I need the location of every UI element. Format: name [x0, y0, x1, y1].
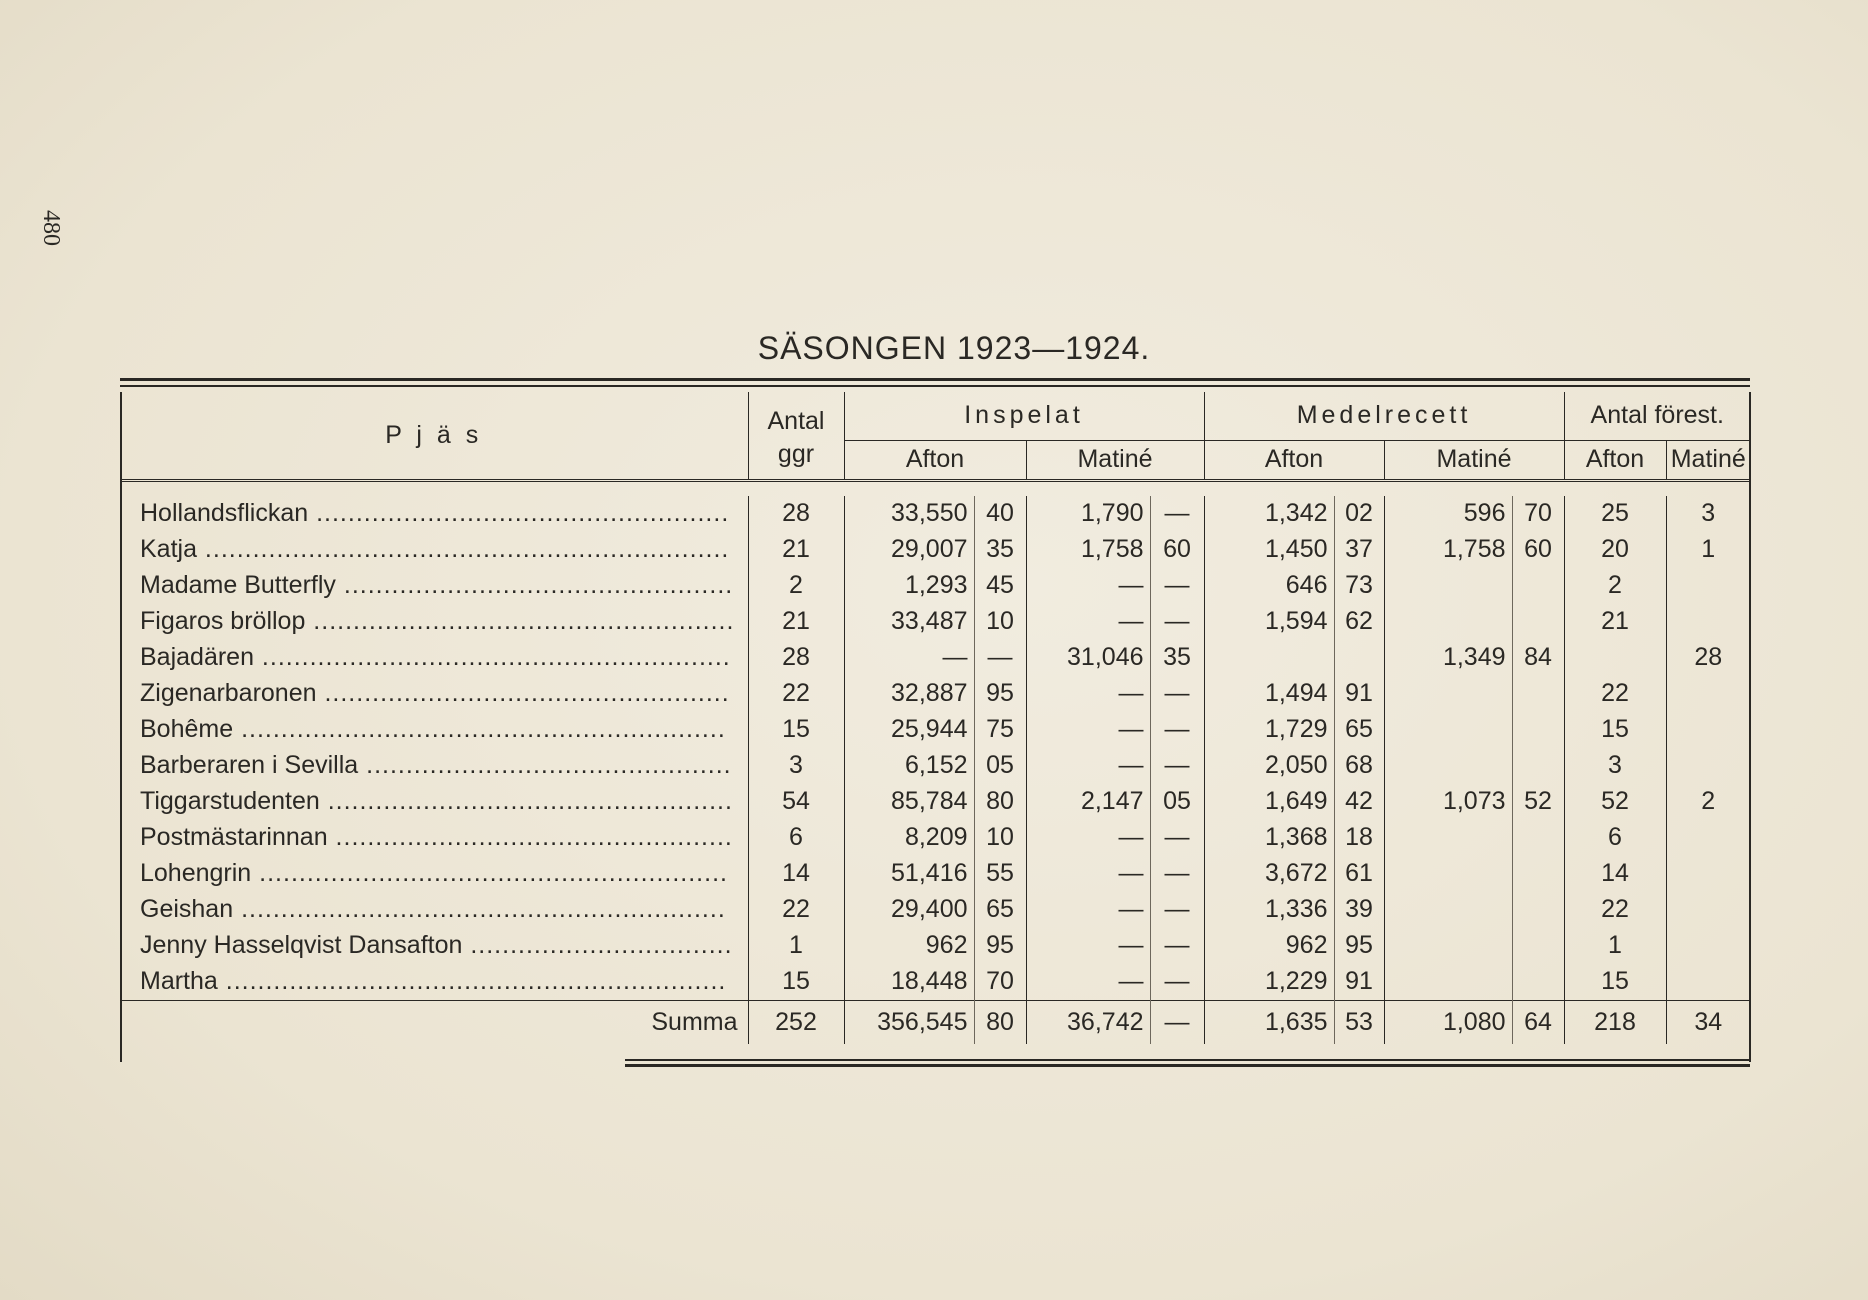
dot-leader: ........................................................... [251, 859, 728, 887]
cell-med-afton-ore: 91 [1334, 676, 1384, 712]
play-name-text: Postmästarinnan [140, 823, 328, 851]
header-ggr: ggr [748, 440, 844, 480]
cell-forest-mat: 3 [1701, 499, 1716, 527]
row-play-name [120, 496, 748, 532]
row-play-name [120, 712, 748, 748]
row-play-name [120, 820, 748, 856]
cell-med-mat-ore [1512, 712, 1564, 748]
cell-med-mat-ore [1512, 928, 1564, 964]
cell-insp-afton-ore: 95 [974, 676, 1026, 712]
cell-forest-afton: 25 [1564, 496, 1666, 532]
dot-leader: ............................................................... [217, 967, 727, 995]
cell-insp-afton-kr: 33,487 [844, 604, 974, 640]
bottom-rule-thick [625, 1064, 1750, 1067]
cell-insp-mat-ore: — [1150, 568, 1204, 604]
summa-med-mat-ore: 64 [1512, 1000, 1564, 1044]
dot-leader: ................................................. [335, 571, 734, 599]
dot-leader: ................................. [462, 931, 733, 959]
cell-insp-mat-kr: — [1026, 676, 1150, 712]
cell-forest-mat [1666, 712, 1750, 748]
cell-med-afton-ore: 42 [1334, 784, 1384, 820]
cell-antal: 2 [748, 568, 844, 604]
cell-forest-mat: 28 [1694, 643, 1723, 671]
cell-insp-afton-ore: 45 [974, 568, 1026, 604]
play-name-text: Figaros bröllop [140, 607, 306, 635]
cell-forest-mat [1666, 568, 1750, 604]
cell-med-mat-kr [1384, 676, 1512, 712]
header-pjas [120, 392, 748, 480]
top-rule-thick [120, 378, 1750, 381]
cell-insp-mat-kr: 1,758 [1026, 532, 1150, 568]
row-play-name [120, 640, 748, 676]
table-row [120, 712, 1750, 748]
cell-antal: 28 [748, 640, 844, 676]
cell-insp-afton-kr: 962 [844, 928, 974, 964]
cell-insp-afton-kr: 1,293 [844, 568, 974, 604]
cell-forest-afton: 1 [1564, 928, 1666, 964]
cell-med-mat-kr [1384, 748, 1512, 784]
play-name-text: Geishan [140, 895, 234, 923]
cell-med-afton-kr: 1,342 [1204, 496, 1334, 532]
cell-insp-afton-ore: — [974, 640, 1026, 676]
cell-med-mat-ore [1512, 568, 1564, 604]
cell-med-afton-kr: 646 [1204, 568, 1334, 604]
cell-forest-mat [1666, 856, 1750, 892]
bottom-rule-thin [625, 1059, 1750, 1061]
row-play-name [120, 964, 748, 1001]
cell-forest-mat [1666, 964, 1750, 1001]
cell-med-afton-kr: 962 [1204, 928, 1334, 964]
cell-med-mat-kr: 1,073 [1384, 784, 1512, 820]
cell-insp-mat-kr: — [1026, 820, 1150, 856]
table-row [120, 892, 1750, 928]
cell-med-afton-kr: 1,229 [1204, 964, 1334, 1001]
cell-forest-mat [1666, 928, 1750, 964]
cell-insp-afton-kr: 85,784 [844, 784, 974, 820]
cell-antal: 21 [748, 532, 844, 568]
header-pjas-label: P j ä s [385, 420, 483, 449]
table-row [120, 748, 1750, 784]
cell-insp-afton-ore: 70 [974, 964, 1026, 1001]
cell-insp-afton-kr: 25,944 [844, 712, 974, 748]
cell-forest-afton: 20 [1564, 532, 1666, 568]
summa-insp-mat-kr: 36,742 [1026, 1000, 1150, 1044]
cell-insp-afton-ore: 40 [974, 496, 1026, 532]
row-play-name [120, 676, 748, 712]
cell-med-afton-ore: 37 [1334, 532, 1384, 568]
summa-insp-afton-ore: 80 [974, 1000, 1026, 1044]
summa-med-afton-kr: 1,635 [1204, 1000, 1334, 1044]
cell-insp-mat-ore: — [1150, 892, 1204, 928]
cell-med-afton-kr: 1,368 [1204, 820, 1334, 856]
cell-med-mat-ore: 70 [1512, 496, 1564, 532]
cell-med-afton-kr: 1,450 [1204, 532, 1334, 568]
header-forest-afton: Afton [1564, 440, 1666, 480]
play-name-text: Tiggarstudenten [140, 787, 320, 815]
cell-forest-afton: 15 [1564, 712, 1666, 748]
summa-label: Summa [120, 1000, 748, 1044]
cell-med-mat-ore [1512, 856, 1564, 892]
table-row [120, 820, 1750, 856]
cell-med-afton-kr: 1,336 [1204, 892, 1334, 928]
dot-leader: .................................................................. [196, 535, 730, 563]
summa-med-afton-ore: 53 [1334, 1000, 1384, 1044]
table-row [120, 640, 1750, 676]
summa-forest-afton: 218 [1564, 1000, 1666, 1044]
cell-med-afton-ore: 91 [1334, 964, 1384, 1001]
cell-med-mat-ore [1512, 820, 1564, 856]
cell-insp-mat-kr: 2,147 [1026, 784, 1150, 820]
cell-insp-mat-kr: 31,046 [1026, 640, 1150, 676]
table-row [120, 928, 1750, 964]
cell-med-afton-ore: 62 [1334, 604, 1384, 640]
header-forest-matine: Matiné [1666, 440, 1750, 480]
dot-leader: .................................................. [327, 823, 733, 851]
header-medelrecett-matine: Matiné [1384, 440, 1564, 480]
cell-med-afton-kr: 2,050 [1204, 748, 1334, 784]
cell-med-afton-kr: 1,649 [1204, 784, 1334, 820]
cell-forest-afton: 2 [1564, 568, 1666, 604]
cell-insp-afton-ore: 55 [974, 856, 1026, 892]
cell-med-afton-ore: 73 [1334, 568, 1384, 604]
row-play-name [120, 928, 748, 964]
cell-forest-mat [1666, 820, 1750, 856]
cell-med-mat-kr: 1,349 [1384, 640, 1512, 676]
header-medelrecett: Medelrecett [1204, 392, 1564, 440]
table-row [120, 964, 1750, 1001]
cell-med-mat-ore [1512, 892, 1564, 928]
play-name-text: Martha [140, 967, 218, 995]
cell-insp-afton-kr: 32,887 [844, 676, 974, 712]
cell-insp-mat-kr: — [1026, 568, 1150, 604]
cell-insp-afton-kr: 8,209 [844, 820, 974, 856]
row-play-name [120, 784, 748, 820]
cell-insp-mat-kr: 1,790 [1026, 496, 1150, 532]
cell-med-mat-ore: 52 [1512, 784, 1564, 820]
season-table-wrap [120, 392, 1750, 1044]
table-row [120, 496, 1750, 532]
cell-insp-mat-ore: — [1150, 928, 1204, 964]
dot-leader: .................................................... [308, 499, 730, 527]
cell-insp-afton-kr: 33,550 [844, 496, 974, 532]
cell-insp-mat-ore: — [1150, 676, 1204, 712]
cell-med-afton-kr: 1,729 [1204, 712, 1334, 748]
top-rule-thin [120, 385, 1750, 387]
cell-med-mat-ore: 60 [1512, 532, 1564, 568]
cell-insp-mat-kr: — [1026, 712, 1150, 748]
table-row [120, 604, 1750, 640]
cell-med-afton-ore: 95 [1334, 928, 1384, 964]
summa-insp-mat-ore: — [1150, 1000, 1204, 1044]
cell-antal: 54 [748, 784, 844, 820]
cell-insp-mat-ore: 35 [1150, 640, 1204, 676]
table-row [120, 532, 1750, 568]
cell-insp-mat-ore: — [1150, 604, 1204, 640]
play-name-text: Lohengrin [140, 859, 252, 887]
cell-forest-mat [1666, 604, 1750, 640]
cell-insp-mat-ore: — [1150, 496, 1204, 532]
cell-insp-afton-ore: 10 [974, 820, 1026, 856]
cell-insp-mat-ore: 60 [1150, 532, 1204, 568]
cell-med-mat-ore [1512, 676, 1564, 712]
cell-med-mat-kr [1384, 568, 1512, 604]
play-name-text: Jenny Hasselqvist Dansafton [140, 931, 463, 959]
row-play-name [120, 856, 748, 892]
cell-insp-mat-kr: — [1026, 856, 1150, 892]
cell-forest-afton: 14 [1564, 856, 1666, 892]
cell-insp-afton-ore: 35 [974, 532, 1026, 568]
spacer-row [120, 480, 1750, 496]
cell-med-afton-ore: 02 [1334, 496, 1384, 532]
header-antal-forest: Antal förest. [1564, 392, 1750, 440]
cell-insp-afton-ore: 10 [974, 604, 1026, 640]
cell-med-mat-kr: 596 [1384, 496, 1512, 532]
cell-antal: 22 [748, 676, 844, 712]
cell-med-afton-kr: 1,594 [1204, 604, 1334, 640]
cell-forest-mat [1666, 676, 1750, 712]
play-name-text: Madame Butterfly [140, 571, 336, 599]
cell-med-mat-ore [1512, 748, 1564, 784]
summa-antal: 252 [748, 1000, 844, 1044]
dot-leader: ............................................................. [233, 895, 726, 923]
cell-insp-afton-kr: — [844, 640, 974, 676]
cell-med-afton-ore: 68 [1334, 748, 1384, 784]
cell-med-mat-ore [1512, 604, 1564, 640]
cell-forest-mat: 2 [1701, 787, 1716, 815]
cell-insp-mat-ore: 05 [1150, 784, 1204, 820]
cell-insp-afton-kr: 51,416 [844, 856, 974, 892]
cell-med-mat-kr [1384, 892, 1512, 928]
cell-antal: 3 [748, 748, 844, 784]
header-inspelat-matine: Matiné [1026, 440, 1204, 480]
row-play-name [120, 892, 748, 928]
cell-antal: 1 [748, 928, 844, 964]
cell-med-afton-ore: 65 [1334, 712, 1384, 748]
cell-med-afton-ore: 18 [1334, 820, 1384, 856]
cell-med-mat-ore [1512, 964, 1564, 1001]
dot-leader: ................................................... [316, 679, 730, 707]
cell-forest-afton: 21 [1564, 604, 1666, 640]
cell-med-mat-kr: 1,758 [1384, 532, 1512, 568]
cell-antal: 15 [748, 712, 844, 748]
cell-med-mat-kr [1384, 604, 1512, 640]
table-row [120, 676, 1750, 712]
cell-forest-mat [1666, 748, 1750, 784]
cell-insp-mat-kr: — [1026, 604, 1150, 640]
cell-insp-afton-ore: 75 [974, 712, 1026, 748]
play-name-text: Hollandsflickan [140, 499, 309, 527]
cell-med-afton-ore [1334, 640, 1384, 676]
left-border-line [120, 392, 122, 1062]
cell-insp-afton-ore: 05 [974, 748, 1026, 784]
cell-insp-afton-kr: 6,152 [844, 748, 974, 784]
cell-forest-afton: 6 [1564, 820, 1666, 856]
table-row [120, 856, 1750, 892]
cell-insp-mat-ore: — [1150, 712, 1204, 748]
cell-antal: 22 [748, 892, 844, 928]
summa-insp-afton-kr: 356,545 [844, 1000, 974, 1044]
cell-insp-afton-kr: 29,400 [844, 892, 974, 928]
play-name-text: Barberaren i Sevilla [140, 751, 359, 779]
row-play-name [120, 568, 748, 604]
summa-forest-matine: 34 [1666, 1000, 1750, 1044]
cell-insp-mat-kr: — [1026, 748, 1150, 784]
dot-leader: ..................................................... [305, 607, 735, 635]
cell-med-afton-ore: 39 [1334, 892, 1384, 928]
cell-med-afton-kr: 1,494 [1204, 676, 1334, 712]
header-inspelat: Inspelat [844, 392, 1204, 440]
row-play-name [120, 748, 748, 784]
cell-med-afton-ore: 61 [1334, 856, 1384, 892]
page-title: SÄSONGEN 1923—1924. [757, 330, 1151, 366]
cell-forest-afton: 3 [1564, 748, 1666, 784]
cell-med-mat-kr [1384, 856, 1512, 892]
right-border-line [1749, 392, 1751, 1062]
cell-forest-afton: 22 [1564, 676, 1666, 712]
cell-forest-mat: 1 [1701, 535, 1716, 563]
cell-insp-mat-ore: — [1150, 856, 1204, 892]
cell-insp-afton-ore: 65 [974, 892, 1026, 928]
header-antal: Antal [748, 392, 844, 440]
cell-insp-afton-kr: 18,448 [844, 964, 974, 1001]
cell-insp-afton-ore: 95 [974, 928, 1026, 964]
table-footer [120, 1000, 1750, 1044]
summa-med-mat-kr: 1,080 [1384, 1000, 1512, 1044]
table-body [120, 480, 1750, 1000]
dot-leader: ................................................... [319, 787, 733, 815]
cell-med-mat-kr [1384, 964, 1512, 1001]
cell-antal: 14 [748, 856, 844, 892]
table-header [120, 392, 1750, 480]
cell-insp-mat-ore: — [1150, 748, 1204, 784]
row-play-name [120, 604, 748, 640]
cell-med-mat-kr [1384, 712, 1512, 748]
cell-forest-afton: 22 [1564, 892, 1666, 928]
page-number: 480 [38, 210, 64, 246]
summa-row [120, 1000, 1750, 1044]
cell-forest-mat [1666, 892, 1750, 928]
dot-leader: .............................................. [358, 751, 732, 779]
cell-antal: 28 [748, 496, 844, 532]
cell-insp-mat-kr: — [1026, 964, 1150, 1001]
cell-med-mat-kr [1384, 820, 1512, 856]
cell-antal: 6 [748, 820, 844, 856]
play-name-text: Bohême [140, 715, 234, 743]
header-medelrecett-afton: Afton [1204, 440, 1384, 480]
play-name-text: Bajadären [140, 643, 254, 671]
cell-antal: 15 [748, 964, 844, 1001]
table-row [120, 568, 1750, 604]
cell-med-afton-kr [1204, 640, 1334, 676]
season-table [120, 392, 1750, 1044]
cell-insp-afton-kr: 29,007 [844, 532, 974, 568]
play-name-text: Zigenarbaronen [140, 679, 317, 707]
table-row [120, 784, 1750, 820]
dot-leader: ............................................................. [233, 715, 726, 743]
cell-med-mat-kr [1384, 928, 1512, 964]
cell-antal: 21 [748, 604, 844, 640]
play-name-text: Katja [140, 535, 197, 563]
cell-insp-mat-kr: — [1026, 892, 1150, 928]
cell-insp-mat-ore: — [1150, 820, 1204, 856]
row-play-name [120, 532, 748, 568]
cell-forest-afton [1564, 640, 1666, 676]
header-inspelat-afton: Afton [844, 440, 1026, 480]
cell-med-mat-ore: 84 [1512, 640, 1564, 676]
cell-insp-afton-ore: 80 [974, 784, 1026, 820]
cell-med-afton-kr: 3,672 [1204, 856, 1334, 892]
cell-insp-mat-kr: — [1026, 928, 1150, 964]
dot-leader: ........................................................... [253, 643, 731, 671]
cell-forest-afton: 52 [1564, 784, 1666, 820]
cell-insp-mat-ore: — [1150, 964, 1204, 1001]
cell-forest-afton: 15 [1564, 964, 1666, 1001]
